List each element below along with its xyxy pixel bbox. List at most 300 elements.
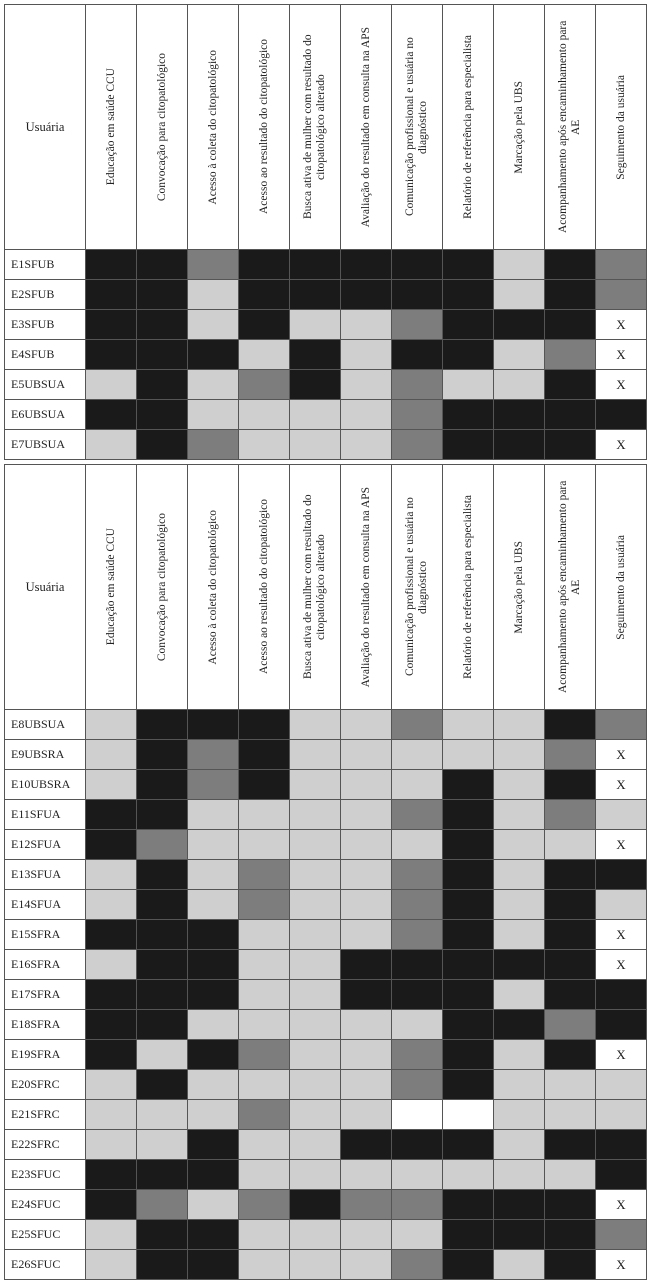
column-header: [494, 465, 545, 710]
status-cell: [392, 980, 443, 1010]
column-header: [392, 465, 443, 710]
seguimento-cell: [596, 860, 647, 890]
status-cell: [545, 1250, 596, 1280]
seguimento-cell: [596, 980, 647, 1010]
status-cell: [545, 310, 596, 340]
status-cell: [137, 1040, 188, 1070]
status-cell: [443, 1160, 494, 1190]
seguimento-cell: X: [596, 830, 647, 860]
column-header-label: Comunicação profissional e usuária no diagnóstico: [404, 497, 429, 677]
status-cell: [86, 920, 137, 950]
status-cell: [392, 830, 443, 860]
seguimento-cell: X: [596, 1040, 647, 1070]
status-cell: [188, 830, 239, 860]
status-cell: [86, 1070, 137, 1100]
column-header: [239, 5, 290, 250]
status-cell: [137, 1250, 188, 1280]
column-header-label: Acesso ao resultado do citopatológico: [257, 39, 270, 215]
status-cell: [545, 1220, 596, 1250]
status-cell: [290, 340, 341, 370]
seguimento-cell: [596, 1070, 647, 1100]
status-cell: [137, 370, 188, 400]
column-header: [86, 465, 137, 710]
status-cell: [341, 1250, 392, 1280]
status-cell: [290, 430, 341, 460]
status-cell: [545, 890, 596, 920]
status-cell: [443, 250, 494, 280]
status-cell: [290, 1250, 341, 1280]
status-cell: [545, 920, 596, 950]
seguimento-cell: X: [596, 430, 647, 460]
column-header-label: Marcação pela UBS: [512, 80, 525, 174]
status-cell: [392, 1160, 443, 1190]
status-cell: [443, 1250, 494, 1280]
status-cell: [137, 1160, 188, 1190]
column-header: [596, 5, 647, 250]
seguimento-cell: [596, 1130, 647, 1160]
table-row: [5, 1040, 647, 1070]
status-cell: [239, 800, 290, 830]
status-cell: [341, 400, 392, 430]
seguimento-cell: X: [596, 1190, 647, 1220]
status-cell: [545, 250, 596, 280]
status-cell: [239, 710, 290, 740]
status-cell: [290, 710, 341, 740]
status-cell: [341, 920, 392, 950]
status-cell: [341, 1100, 392, 1130]
status-cell: [137, 1010, 188, 1040]
status-cell: [290, 770, 341, 800]
status-cell: [239, 1040, 290, 1070]
status-cell: [494, 310, 545, 340]
row-user-label: E22SFRC: [5, 1130, 86, 1160]
seguimento-cell: [596, 800, 647, 830]
status-cell: [392, 1010, 443, 1040]
status-cell: [239, 1130, 290, 1160]
status-cell: [545, 370, 596, 400]
status-cell: [443, 1130, 494, 1160]
status-cell: [86, 1190, 137, 1220]
status-cell: [545, 830, 596, 860]
status-cell: [545, 1040, 596, 1070]
status-cell: [392, 1040, 443, 1070]
status-cell: [392, 250, 443, 280]
status-cell: [545, 740, 596, 770]
seguimento-cell: [596, 1100, 647, 1130]
status-cell: [392, 370, 443, 400]
status-cell: [443, 890, 494, 920]
status-cell: [494, 430, 545, 460]
status-cell: [545, 1130, 596, 1160]
status-cell: [545, 400, 596, 430]
status-cell: [86, 1130, 137, 1160]
status-cell: [392, 1220, 443, 1250]
table-row: [5, 800, 647, 830]
status-cell: [443, 950, 494, 980]
status-cell: [392, 860, 443, 890]
table-row: [5, 1070, 647, 1100]
status-cell: [494, 860, 545, 890]
column-header: [188, 5, 239, 250]
status-cell: [494, 1040, 545, 1070]
row-user-label: E5UBSUA: [5, 370, 86, 400]
status-cell: [188, 1100, 239, 1130]
status-cell: [137, 980, 188, 1010]
status-cell: [290, 1100, 341, 1130]
status-cell: [239, 950, 290, 980]
status-cell: [545, 950, 596, 980]
status-cell: [86, 370, 137, 400]
column-header-label: Seguimento da usuária: [614, 534, 627, 640]
seguimento-cell: [596, 1160, 647, 1190]
table-row: [5, 860, 647, 890]
status-cell: [392, 340, 443, 370]
column-header: [443, 465, 494, 710]
status-cell: [392, 800, 443, 830]
seguimento-cell: [596, 1220, 647, 1250]
status-cell: [137, 830, 188, 860]
column-header: [341, 465, 392, 710]
status-cell: [188, 920, 239, 950]
table-row: [5, 740, 647, 770]
column-header: [545, 5, 596, 250]
row-user-label: E11SFUA: [5, 800, 86, 830]
status-cell: [341, 950, 392, 980]
status-cell: [86, 310, 137, 340]
status-cell: [188, 770, 239, 800]
status-cell: [86, 430, 137, 460]
status-cell: [188, 430, 239, 460]
row-user-label: E25SFUC: [5, 1220, 86, 1250]
status-cell: [239, 400, 290, 430]
seguimento-cell: X: [596, 340, 647, 370]
status-cell: [494, 770, 545, 800]
status-cell: [290, 1010, 341, 1040]
column-header-label: Comunicação profissional e usuária no diagnóstico: [404, 37, 429, 217]
status-cell: [392, 430, 443, 460]
status-cell: [239, 370, 290, 400]
status-cell: [137, 920, 188, 950]
status-cell: [545, 1070, 596, 1100]
status-cell: [392, 740, 443, 770]
status-cell: [86, 800, 137, 830]
status-cell: [239, 830, 290, 860]
status-cell: [341, 980, 392, 1010]
status-cell: [188, 710, 239, 740]
status-cell: [443, 430, 494, 460]
status-cell: [392, 1070, 443, 1100]
status-cell: [341, 1070, 392, 1100]
table-row: [5, 310, 647, 340]
table-row: [5, 250, 647, 280]
status-cell: [188, 310, 239, 340]
row-user-label: E1SFUB: [5, 250, 86, 280]
status-cell: [137, 1190, 188, 1220]
seguimento-cell: [596, 710, 647, 740]
status-cell: [443, 340, 494, 370]
row-user-label: E12SFUA: [5, 830, 86, 860]
status-cell: [290, 980, 341, 1010]
status-cell: [494, 980, 545, 1010]
status-cell: [443, 1070, 494, 1100]
status-cell: [137, 400, 188, 430]
status-cell: [239, 1250, 290, 1280]
status-cell: [137, 310, 188, 340]
status-cell: [545, 1010, 596, 1040]
status-cell: [341, 250, 392, 280]
status-cell: [290, 860, 341, 890]
seguimento-cell: X: [596, 920, 647, 950]
row-user-label: E8UBSUA: [5, 710, 86, 740]
table-row: [5, 920, 647, 950]
column-header: [341, 5, 392, 250]
status-cell: [392, 310, 443, 340]
column-header: [545, 465, 596, 710]
status-cell: [545, 280, 596, 310]
table-row: [5, 370, 647, 400]
status-cell: [443, 400, 494, 430]
status-cell: [239, 980, 290, 1010]
column-header-label: Convocação para citopatológico: [155, 512, 168, 662]
status-cell: [443, 1100, 494, 1130]
header-usuaria: Usuária: [5, 465, 86, 710]
status-cell: [392, 710, 443, 740]
status-cell: [188, 250, 239, 280]
status-cell: [188, 860, 239, 890]
status-cell: [239, 1070, 290, 1100]
status-cell: [545, 1160, 596, 1190]
status-cell: [494, 340, 545, 370]
status-cell: [494, 1220, 545, 1250]
column-header: [290, 465, 341, 710]
table-row: [5, 770, 647, 800]
table-row: [5, 1160, 647, 1190]
status-cell: [239, 740, 290, 770]
status-cell: [341, 800, 392, 830]
table-1: [4, 4, 647, 460]
status-cell: [341, 340, 392, 370]
status-cell: [86, 1160, 137, 1190]
row-user-label: E4SFUB: [5, 340, 86, 370]
column-header: [137, 5, 188, 250]
status-cell: [392, 280, 443, 310]
status-cell: [86, 890, 137, 920]
status-cell: [443, 1190, 494, 1220]
table-row: [5, 890, 647, 920]
status-cell: [86, 280, 137, 310]
status-cell: [290, 1130, 341, 1160]
table-row: [5, 1100, 647, 1130]
status-cell: [188, 1250, 239, 1280]
status-cell: [137, 890, 188, 920]
status-cell: [545, 980, 596, 1010]
status-cell: [392, 1130, 443, 1160]
column-header: [290, 5, 341, 250]
status-cell: [239, 1190, 290, 1220]
status-cell: [341, 310, 392, 340]
status-cell: [494, 710, 545, 740]
status-cell: [443, 980, 494, 1010]
status-cell: [494, 1190, 545, 1220]
status-cell: [494, 890, 545, 920]
status-cell: [341, 370, 392, 400]
column-header-label: Acompanhamento após encaminhamento para AE: [557, 20, 582, 234]
table-2: [4, 464, 647, 1280]
status-cell: [239, 430, 290, 460]
status-cell: [494, 250, 545, 280]
row-user-label: E10UBSRA: [5, 770, 86, 800]
status-cell: [443, 800, 494, 830]
column-header-label: Avaliação do resultado em consulta na APS: [359, 26, 372, 228]
seguimento-cell: X: [596, 740, 647, 770]
status-cell: [392, 1190, 443, 1220]
status-cell: [188, 1010, 239, 1040]
status-cell: [86, 830, 137, 860]
status-cell: [290, 1190, 341, 1220]
status-cell: [392, 400, 443, 430]
status-cell: [443, 1010, 494, 1040]
status-cell: [392, 920, 443, 950]
status-cell: [494, 370, 545, 400]
column-header: [494, 5, 545, 250]
row-user-label: E24SFUC: [5, 1190, 86, 1220]
status-cell: [341, 280, 392, 310]
status-cell: [545, 770, 596, 800]
column-header-label: Seguimento da usuária: [614, 74, 627, 180]
header-row: [5, 5, 647, 250]
status-cell: [392, 770, 443, 800]
status-cell: [239, 1010, 290, 1040]
status-cell: [86, 400, 137, 430]
row-user-label: E19SFRA: [5, 1040, 86, 1070]
status-cell: [443, 310, 494, 340]
column-header: [188, 465, 239, 710]
row-user-label: E23SFUC: [5, 1160, 86, 1190]
status-cell: [86, 710, 137, 740]
status-cell: [86, 860, 137, 890]
status-cell: [290, 280, 341, 310]
status-cell: [494, 1130, 545, 1160]
table-row: [5, 980, 647, 1010]
status-cell: [290, 1220, 341, 1250]
status-cell: [341, 710, 392, 740]
status-cell: [290, 800, 341, 830]
status-cell: [341, 1220, 392, 1250]
status-cell: [494, 1160, 545, 1190]
status-cell: [86, 1040, 137, 1070]
status-cell: [188, 1190, 239, 1220]
status-cell: [341, 890, 392, 920]
column-header-label: Marcação pela UBS: [512, 540, 525, 634]
status-cell: [188, 1160, 239, 1190]
status-cell: [290, 1070, 341, 1100]
status-cell: [341, 740, 392, 770]
row-user-label: E2SFUB: [5, 280, 86, 310]
table-row: [5, 340, 647, 370]
seguimento-cell: [596, 400, 647, 430]
column-header-label: Relatório de referência para especialista: [461, 495, 474, 679]
header-usuaria: Usuária: [5, 5, 86, 250]
table-row: [5, 1190, 647, 1220]
column-header-label: Educação em saúde CCU: [104, 68, 117, 186]
seguimento-cell: X: [596, 950, 647, 980]
status-cell: [86, 340, 137, 370]
status-cell: [392, 1100, 443, 1130]
row-user-label: E9UBSRA: [5, 740, 86, 770]
status-cell: [86, 1010, 137, 1040]
status-cell: [290, 950, 341, 980]
seguimento-cell: X: [596, 310, 647, 340]
status-cell: [188, 800, 239, 830]
status-cell: [443, 920, 494, 950]
status-cell: [494, 1250, 545, 1280]
seguimento-cell: [596, 280, 647, 310]
status-cell: [290, 920, 341, 950]
status-cell: [86, 980, 137, 1010]
status-cell: [239, 1160, 290, 1190]
status-cell: [443, 740, 494, 770]
row-user-label: E21SFRC: [5, 1100, 86, 1130]
column-header-label: Acesso à coleta do citopatológico: [206, 509, 219, 665]
row-user-label: E26SFUC: [5, 1250, 86, 1280]
status-cell: [188, 1220, 239, 1250]
status-cell: [290, 890, 341, 920]
status-cell: [86, 250, 137, 280]
status-cell: [86, 1220, 137, 1250]
status-cell: [239, 310, 290, 340]
status-cell: [494, 1070, 545, 1100]
status-cell: [137, 1220, 188, 1250]
status-cell: [494, 950, 545, 980]
status-cell: [443, 280, 494, 310]
status-cell: [86, 740, 137, 770]
status-cell: [188, 280, 239, 310]
status-cell: [341, 770, 392, 800]
table-row: [5, 1250, 647, 1280]
status-cell: [188, 1070, 239, 1100]
status-cell: [494, 1010, 545, 1040]
status-cell: [239, 890, 290, 920]
column-header-label: Busca ativa de mulher com resultado do citopatológico alterado: [302, 494, 327, 680]
status-cell: [137, 340, 188, 370]
column-header-label: Convocação para citopatológico: [155, 52, 168, 202]
status-cell: [290, 830, 341, 860]
status-cell: [137, 1130, 188, 1160]
status-cell: [341, 1040, 392, 1070]
header-row: [5, 465, 647, 710]
row-user-label: E17SFRA: [5, 980, 86, 1010]
table-row: [5, 710, 647, 740]
status-cell: [137, 860, 188, 890]
column-header: [392, 5, 443, 250]
status-cell: [239, 860, 290, 890]
row-user-label: E3SFUB: [5, 310, 86, 340]
status-cell: [239, 1100, 290, 1130]
status-cell: [290, 740, 341, 770]
seguimento-cell: [596, 1010, 647, 1040]
status-cell: [137, 800, 188, 830]
column-header-label: Acompanhamento após encaminhamento para AE: [557, 480, 582, 694]
status-cell: [392, 950, 443, 980]
table-row: [5, 1220, 647, 1250]
status-cell: [188, 740, 239, 770]
status-cell: [494, 800, 545, 830]
status-cell: [545, 430, 596, 460]
column-header: [443, 5, 494, 250]
status-cell: [239, 770, 290, 800]
column-header-label: Acesso ao resultado do citopatológico: [257, 499, 270, 675]
status-cell: [494, 1100, 545, 1130]
